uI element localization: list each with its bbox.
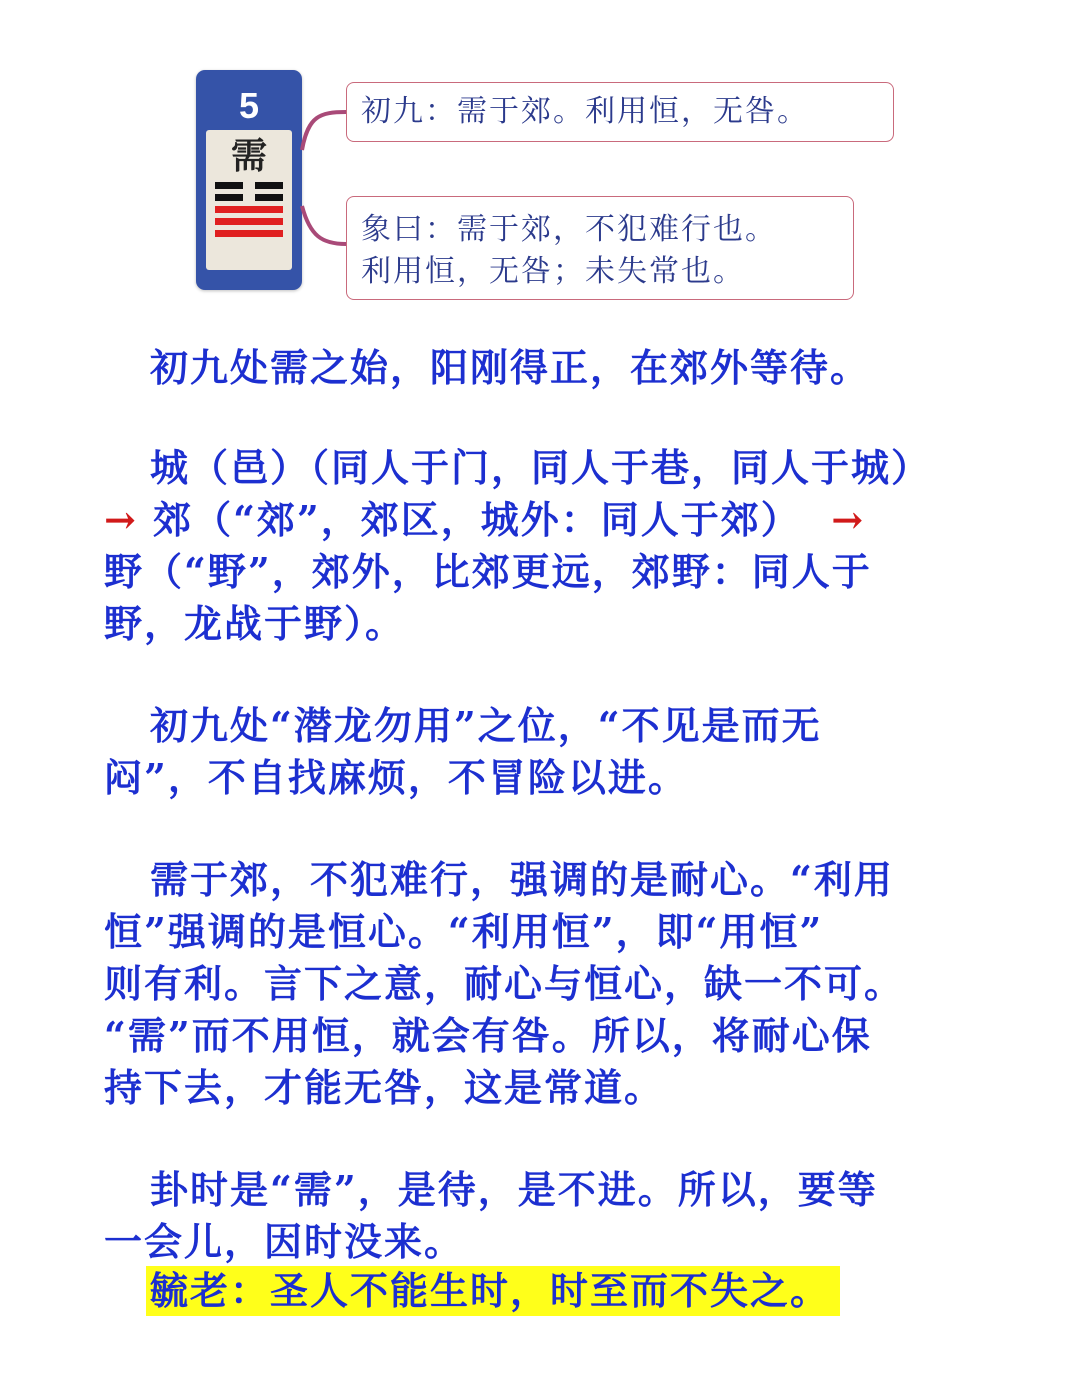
paragraph-line-with-arrows: [104, 494, 984, 546]
paragraph-4: [104, 854, 984, 1114]
hexagram-name: 需: [230, 135, 267, 177]
paragraph-line: 一会儿，因时没来。: [104, 1219, 465, 1264]
paragraph-line: 需于郊，不犯难行，强调的是耐心。“利用: [150, 857, 894, 902]
paragraph-line: 初九处需之始，阳刚得正，在郊外等待。: [150, 345, 871, 390]
paragraph-3: [104, 700, 984, 804]
paragraph-line: 城（邑）（同人于门，同人于巷，同人于城）: [150, 445, 932, 490]
yin-line: [215, 182, 283, 189]
yin-line: [215, 194, 283, 201]
callout-image-text-line: 利用恒，无咎；未失常也。: [361, 254, 745, 289]
highlighted-quote: 毓老：圣人不能生时，时至而不失之。: [146, 1266, 840, 1316]
paragraph-line: 野，龙战于野）。: [104, 601, 406, 646]
paragraph-2: [104, 442, 984, 650]
yang-line: [215, 218, 283, 225]
paragraph-5: [104, 1164, 984, 1268]
hexagram-number: 5: [238, 85, 260, 126]
arrow-icon: →: [104, 497, 138, 542]
yang-line: [215, 206, 283, 213]
paragraph-line: 卦时是“需”，是待，是不进。所以，要等: [150, 1167, 878, 1212]
paragraph-line: 野（“野”，郊外，比郊更远，郊野：同人于: [104, 549, 872, 594]
paragraph-line: 初九处“潜龙勿用”之位，“不见是而无: [150, 703, 822, 748]
paragraph-1: [104, 342, 1030, 394]
yang-line: [215, 230, 283, 237]
paragraph-line: 闷”，不自找麻烦，不冒险以进。: [104, 755, 688, 800]
hexagram-lines: [215, 182, 283, 242]
callout-image-text-line: 象曰：需于郊，不犯难行也。: [361, 212, 777, 247]
callout-line-text: [346, 82, 894, 142]
paragraph-line: “需”而不用恒，就会有咎。所以，将耐心保: [104, 1013, 872, 1058]
arrow-icon: →: [831, 497, 866, 542]
callout-line-text-content: 初九：需于郊。利用恒，无咎。: [361, 94, 809, 129]
paragraph-line: 恒”强调的是恒心。“利用恒”，即“用恒”: [104, 909, 824, 954]
paragraph-line: 则有利。言下之意，耐心与恒心，缺一不可。: [104, 961, 905, 1006]
paragraph-line: 持下去，才能无咎，这是常道。: [104, 1065, 665, 1110]
callout-image-text: [346, 196, 854, 300]
hexagram-tile: [206, 130, 292, 270]
hexagram-card: [196, 70, 302, 290]
paragraph-line-text: 郊（“郊”，郊区，城外：同人于郊）: [137, 497, 801, 542]
